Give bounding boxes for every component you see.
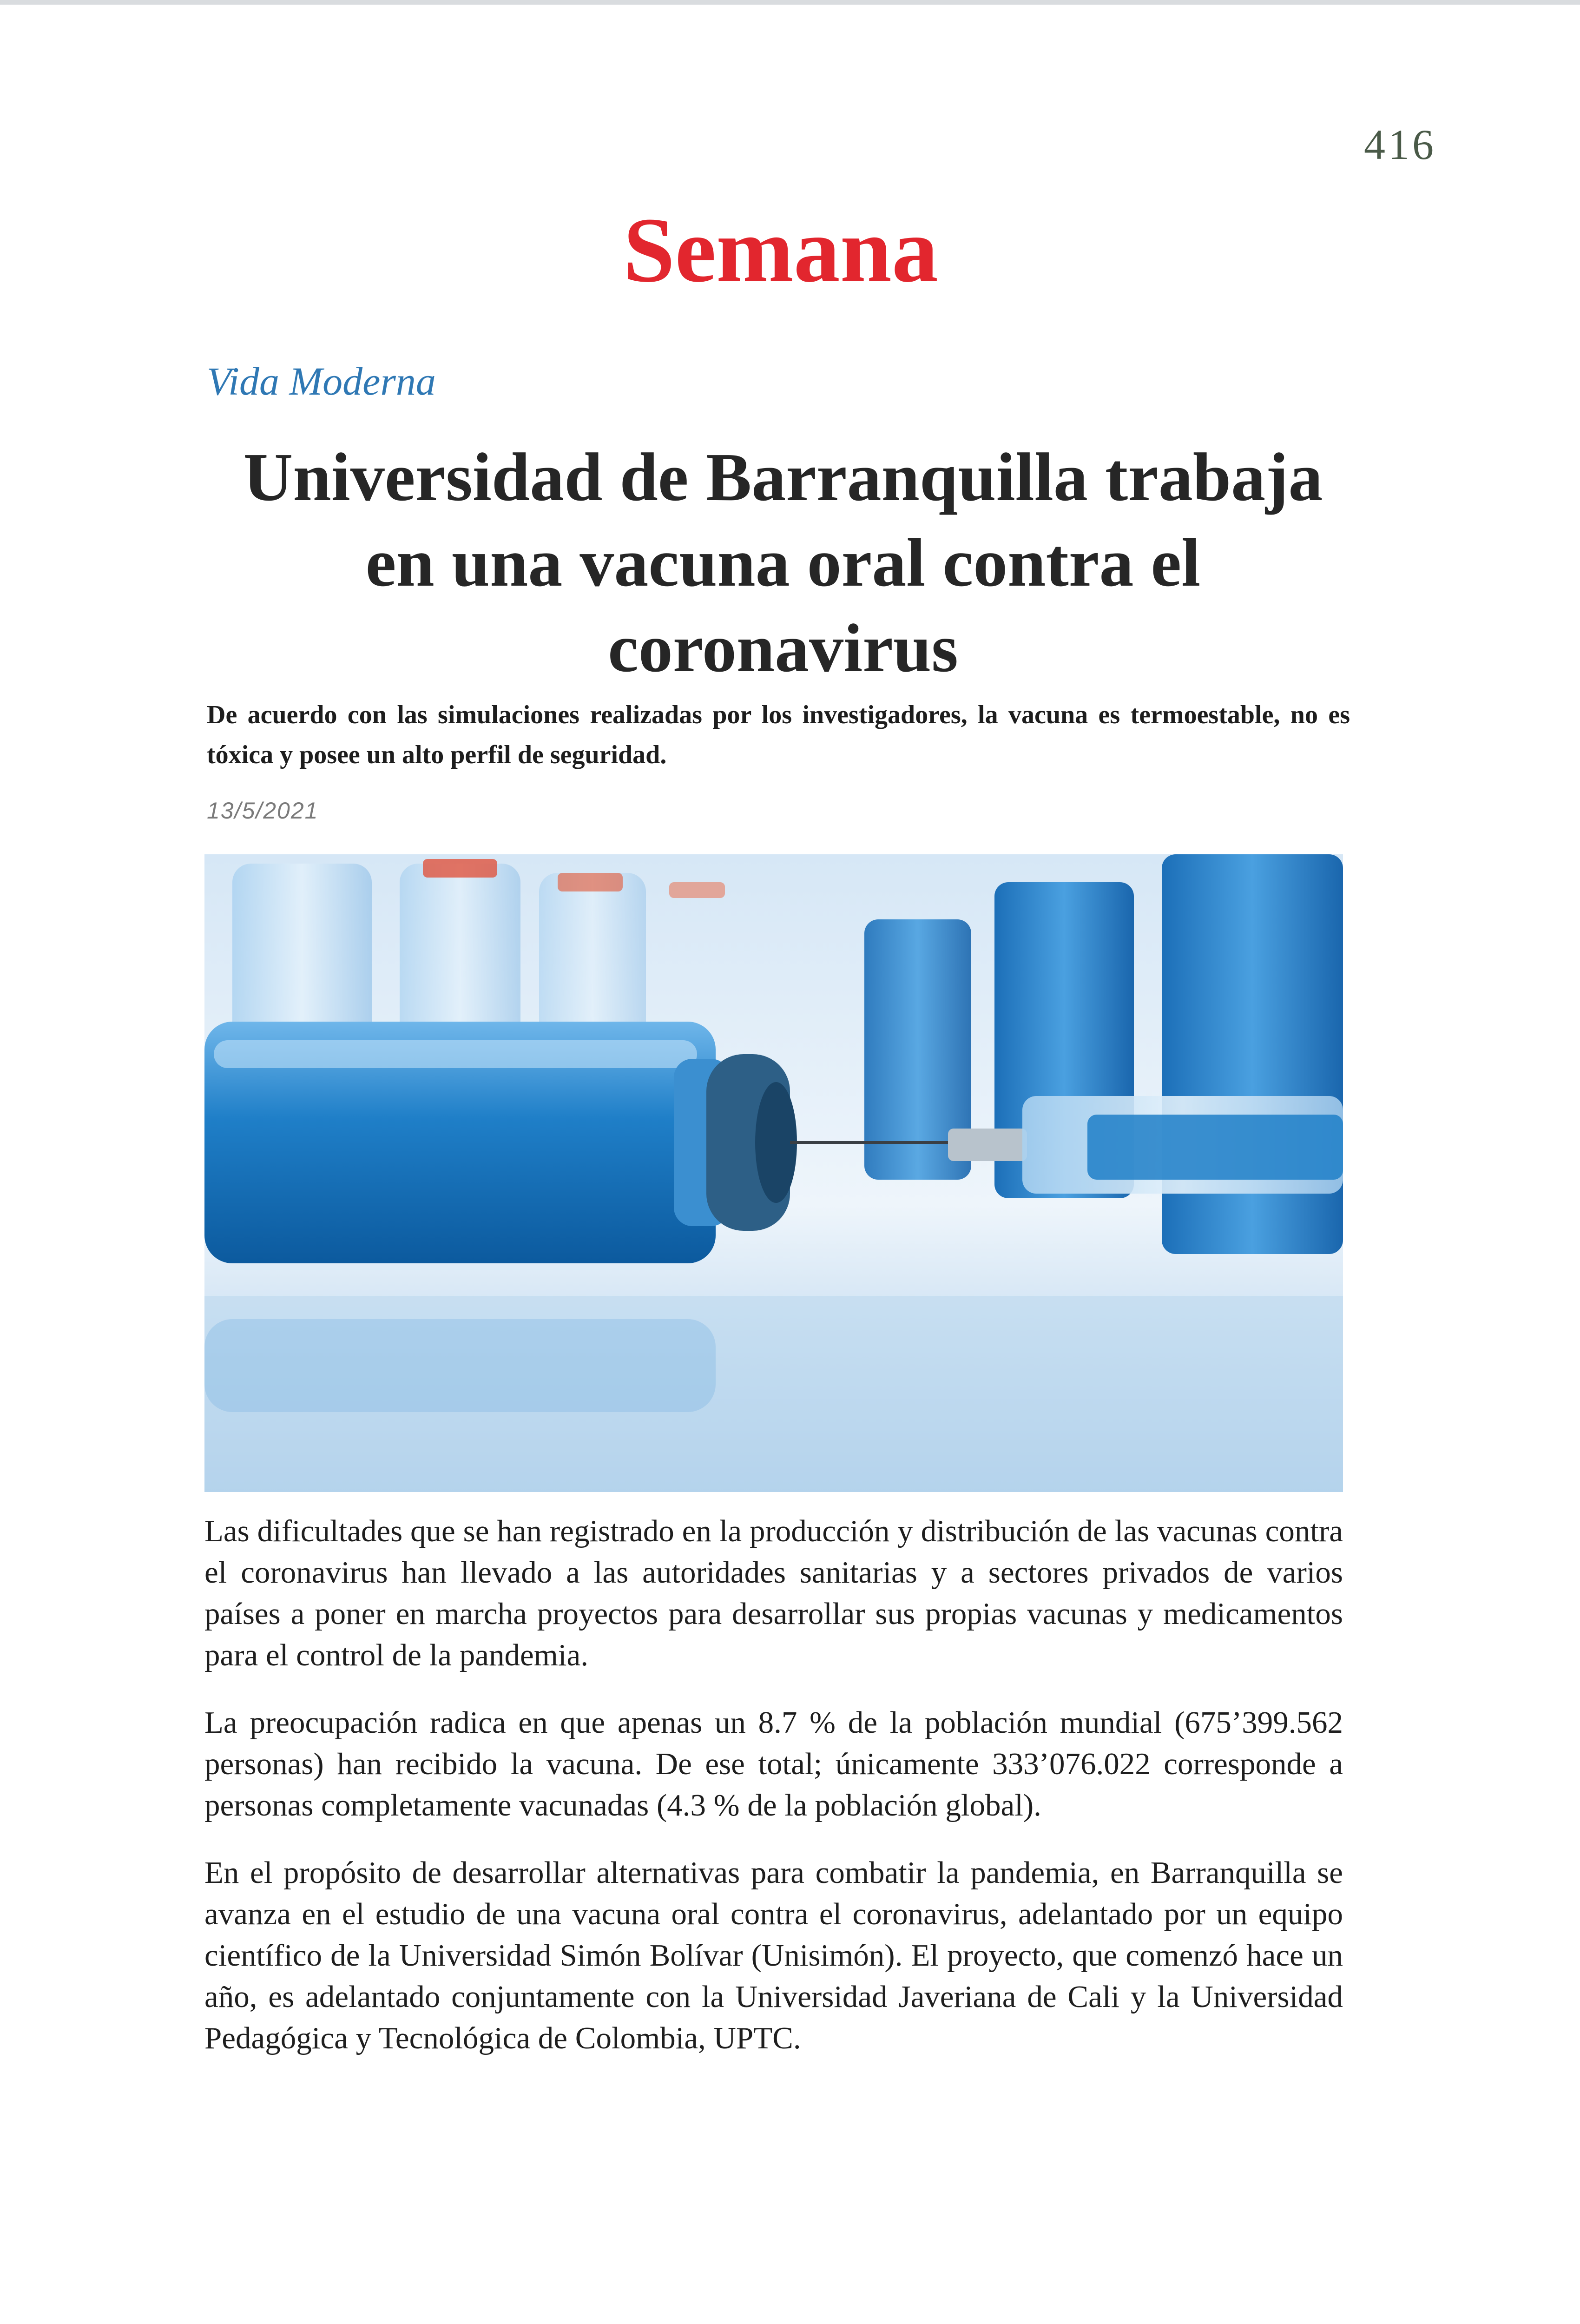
scan-edge bbox=[0, 0, 1580, 5]
vial-reflection bbox=[204, 1319, 716, 1412]
article-dek: De acuerdo con las simulaciones realizadas por los investigadores, la vacuna es termoestable, no es tóxica y posee un alto perfil de seguridad. bbox=[207, 700, 1350, 769]
back-vial bbox=[1162, 854, 1343, 1254]
article-headline: Universidad de Barranquilla trabaja en una vacuna oral contra el coronavirus bbox=[243, 439, 1323, 687]
vaccine-photo bbox=[204, 854, 1343, 1492]
page-number: 416 bbox=[1364, 121, 1436, 168]
back-vial-cap bbox=[423, 859, 497, 878]
back-vial-cap bbox=[558, 873, 623, 891]
body-paragraph: En el propósito de desarrollar alternativas para combatir la pandemia, en Barranquilla se avanza en el estudio de una vacuna oral contra el coronavirus, adelantado por un equipo científico de la Universidad Simón Bolívar (Unisimón). El proyecto, que comenzó hace un año, es adelantado conjuntamente con la Universidad Javeriana de Cali y la Universidad Pedagógica y Tecnológica de Colombia, UPTC. bbox=[204, 1855, 1343, 2055]
article-body bbox=[204, 1511, 1343, 2085]
body-paragraph: La preocupación radica en que apenas un 8.7 % de la población mundial (675’399.562 personas) han recibido la vacuna. De ese total; únicamente 333’076.022 corresponde a personas completamente vacunadas (4.3 % de la población global). bbox=[204, 1705, 1343, 1822]
back-vial bbox=[539, 873, 646, 1040]
syringe-hub bbox=[948, 1129, 1027, 1161]
logo-text: Semana bbox=[623, 200, 938, 302]
publish-date: 13/5/2021 bbox=[207, 798, 319, 824]
section-label[interactable]: Vida Moderna bbox=[207, 359, 436, 403]
semana-logo bbox=[572, 200, 990, 311]
vial-highlight bbox=[214, 1040, 697, 1068]
syringe-fluid bbox=[1087, 1115, 1343, 1180]
body-paragraph: Las dificultades que se han registrado en la producción y distribución de las vacunas contra el coronavirus han llevado a las autoridades sanitarias y a sectores privados de varios países a poner en marcha proyectos para desarrollar sus propias vacunas y medicamentos para el control de la pandemia. bbox=[204, 1514, 1343, 1672]
back-vial-cap bbox=[669, 882, 725, 898]
back-vial bbox=[400, 864, 520, 1040]
